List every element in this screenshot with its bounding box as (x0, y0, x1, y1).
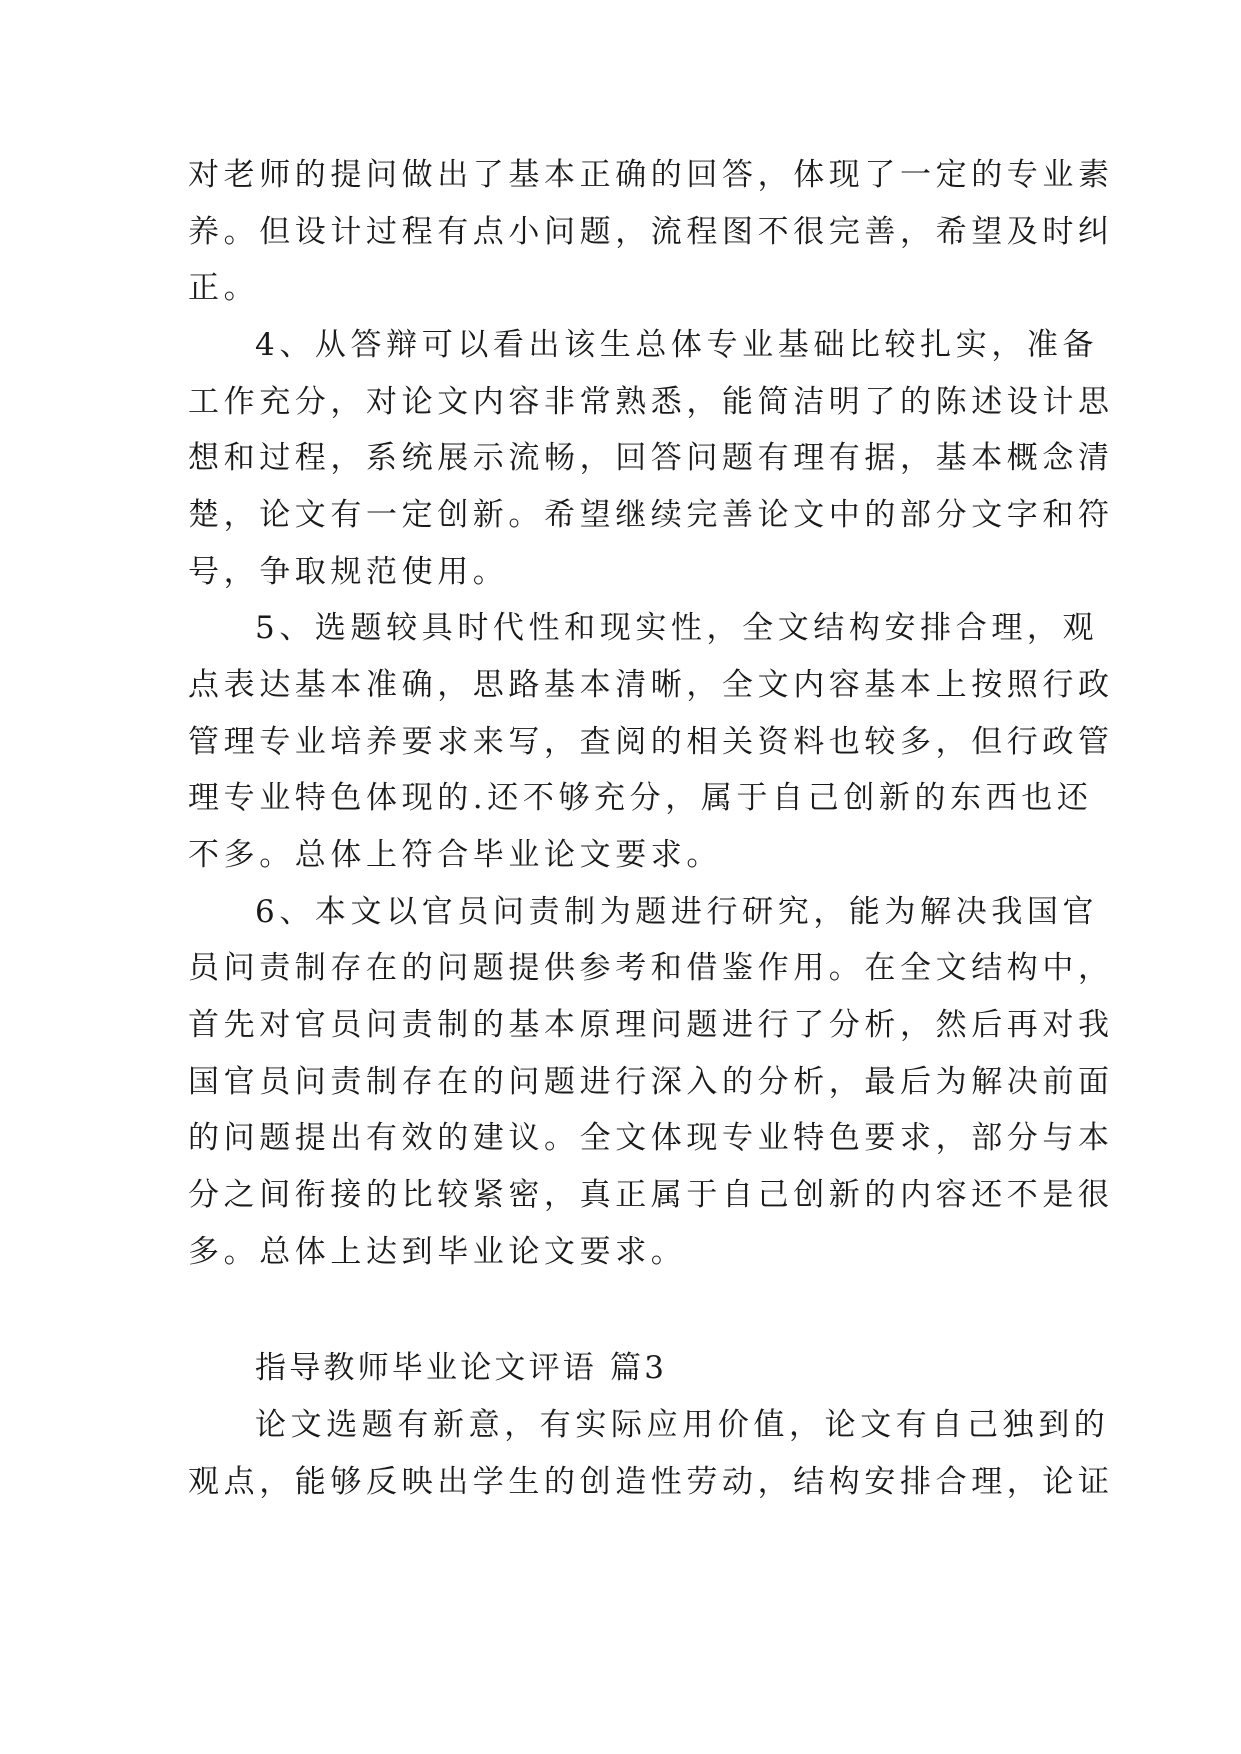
paragraph-line: 论文选题有新意，有实际应用价值，论文有自己独到的 (255, 1407, 1110, 1443)
paragraph-line: 理专业特色体现的.还不够充分，属于自己创新的东西也还 (188, 780, 1093, 816)
paragraph-line: 点表达基本准确，思路基本清晰，全文内容基本上按照行政 (188, 667, 1114, 703)
paragraph-line: 4、从答辩可以看出该生总体专业基础比较扎实，准备 (255, 327, 1099, 363)
paragraph-line: 多。总体上达到毕业论文要求。 (188, 1234, 687, 1270)
paragraph-line: 对老师的提问做出了基本正确的回答，体现了一定的专业素 (188, 157, 1114, 193)
paragraph-line: 号，争取规范使用。 (188, 554, 509, 590)
paragraph-line: 正。 (188, 270, 260, 306)
paragraph-line: 国官员问责制存在的问题进行深入的分析，最后为解决前面 (188, 1064, 1114, 1100)
paragraph-line: 工作充分，对论文内容非常熟悉，能简洁明了的陈述设计思 (188, 384, 1114, 420)
paragraph-line: 的问题提出有效的建议。全文体现专业特色要求，部分与本 (188, 1120, 1114, 1156)
paragraph-line: 5、选题较具时代性和现实性，全文结构安排合理，观 (255, 610, 1099, 646)
paragraph-line: 养。但设计过程有点小问题，流程图不很完善，希望及时纠 (188, 214, 1114, 250)
paragraph-line: 不多。总体上符合毕业论文要求。 (188, 837, 722, 873)
paragraph-line: 观点，能够反映出学生的创造性劳动，结构安排合理，论证 (188, 1464, 1114, 1500)
paragraph-line: 想和过程，系统展示流畅，回答问题有理有据，基本概念清 (188, 440, 1114, 476)
paragraph-line: 分之间衔接的比较紧密，真正属于自己创新的内容还不是很 (188, 1177, 1114, 1213)
paragraph-line: 首先对官员问责制的基本原理问题进行了分析，然后再对我 (188, 1007, 1114, 1043)
paragraph-line: 6、本文以官员问责制为题进行研究，能为解决我国官 (255, 894, 1099, 930)
paragraph-line: 员问责制存在的问题提供参考和借鉴作用。在全文结构中， (188, 950, 1114, 986)
paragraph-line: 楚，论文有一定创新。希望继续完善论文中的部分文字和符 (188, 497, 1114, 533)
paragraph-line: 管理专业培养要求来写，查阅的相关资料也较多，但行政管 (188, 724, 1114, 760)
section-heading: 指导教师毕业论文评语 篇3 (255, 1350, 668, 1386)
